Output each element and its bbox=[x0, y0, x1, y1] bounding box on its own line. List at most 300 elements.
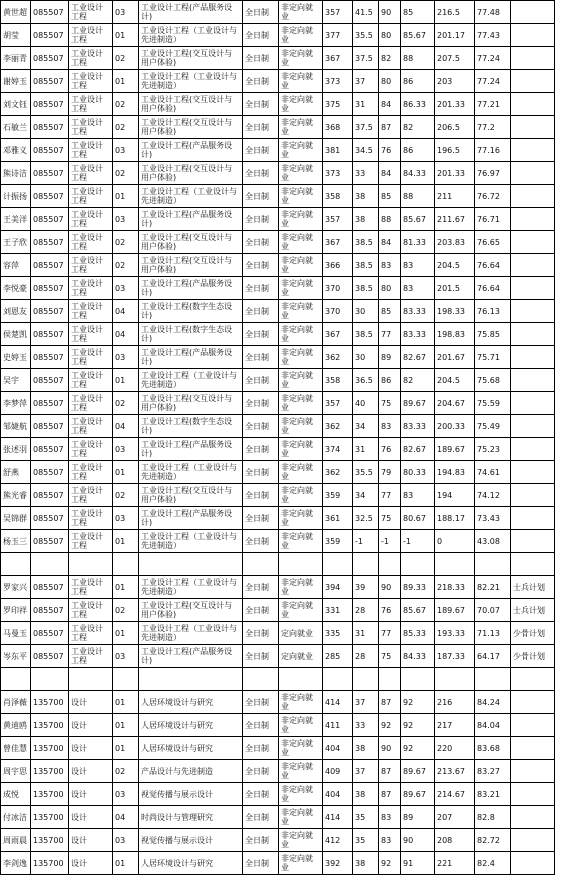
research-direction-cell: 工业设计工程(数字生态设计) bbox=[139, 323, 243, 346]
retest-total-cell: 217 bbox=[435, 714, 475, 737]
special-plan-cell bbox=[511, 415, 555, 438]
interview-part-c-cell: 82 bbox=[401, 116, 435, 139]
student-name-cell: 石敏兰 bbox=[1, 116, 31, 139]
major-name-cell: 工业设计工程 bbox=[69, 530, 113, 553]
preliminary-score-cell: 357 bbox=[323, 1, 353, 24]
student-name-cell: 张述羽 bbox=[1, 438, 31, 461]
special-plan-cell bbox=[511, 438, 555, 461]
final-score-cell: 77.43 bbox=[475, 24, 511, 47]
student-name-cell: 岑东平 bbox=[1, 645, 31, 668]
direction-code-cell: 03 bbox=[113, 507, 139, 530]
student-name-cell: 李丽青 bbox=[1, 47, 31, 70]
major-name-cell: 工业设计工程 bbox=[69, 484, 113, 507]
major-code-cell: 085507 bbox=[31, 277, 69, 300]
interview-part-a-cell: 28 bbox=[353, 599, 379, 622]
student-name-cell: 计振扬 bbox=[1, 185, 31, 208]
retest-total-cell: 201.17 bbox=[435, 24, 475, 47]
direction-code-cell: 02 bbox=[113, 599, 139, 622]
employment-type-cell: 非定向就业 bbox=[279, 47, 323, 70]
interview-part-a-cell: 28 bbox=[353, 645, 379, 668]
final-score-cell: 76.97 bbox=[475, 162, 511, 185]
major-name-cell: 工业设计工程 bbox=[69, 576, 113, 599]
interview-part-a-cell: 38.5 bbox=[353, 231, 379, 254]
study-mode-cell: 全日制 bbox=[243, 484, 279, 507]
preliminary-score-cell: 362 bbox=[323, 461, 353, 484]
retest-total-cell: 216.5 bbox=[435, 1, 475, 24]
study-mode-cell: 全日制 bbox=[243, 369, 279, 392]
empty-cell bbox=[31, 553, 69, 576]
major-code-cell: 085507 bbox=[31, 599, 69, 622]
study-mode-cell: 全日制 bbox=[243, 622, 279, 645]
special-plan-cell bbox=[511, 760, 555, 783]
major-name-cell: 工业设计工程 bbox=[69, 24, 113, 47]
final-score-cell: 76.64 bbox=[475, 254, 511, 277]
direction-code-cell: 03 bbox=[113, 346, 139, 369]
preliminary-score-cell: 414 bbox=[323, 806, 353, 829]
preliminary-score-cell: 373 bbox=[323, 162, 353, 185]
research-direction-cell: 工业设计工程(交互设计与用户体验) bbox=[139, 93, 243, 116]
major-name-cell: 设计 bbox=[69, 829, 113, 852]
direction-code-cell: 02 bbox=[113, 254, 139, 277]
final-score-cell: 75.68 bbox=[475, 369, 511, 392]
research-direction-cell: 工业设计工程（工业设计与先进制造） bbox=[139, 70, 243, 93]
final-score-cell: 77.48 bbox=[475, 1, 511, 24]
table-body bbox=[1, 1, 555, 875]
research-direction-cell: 人居环境设计与研究 bbox=[139, 714, 243, 737]
table-row bbox=[1, 93, 555, 116]
interview-part-c-cell: 83.33 bbox=[401, 323, 435, 346]
interview-part-b-cell: 82 bbox=[379, 47, 401, 70]
employment-type-cell: 非定向就业 bbox=[279, 254, 323, 277]
empty-cell bbox=[511, 668, 555, 691]
employment-type-cell: 非定向就业 bbox=[279, 484, 323, 507]
table-row bbox=[1, 691, 555, 714]
interview-part-b-cell: 83 bbox=[379, 254, 401, 277]
research-direction-cell: 产品设计与先进制造 bbox=[139, 760, 243, 783]
empty-cell bbox=[139, 553, 243, 576]
student-name-cell: 邓雅义 bbox=[1, 139, 31, 162]
major-code-cell: 135700 bbox=[31, 714, 69, 737]
table-row bbox=[1, 208, 555, 231]
student-name-cell: 成悦 bbox=[1, 783, 31, 806]
major-name-cell: 工业设计工程 bbox=[69, 645, 113, 668]
preliminary-score-cell: 377 bbox=[323, 24, 353, 47]
table-row bbox=[1, 507, 555, 530]
interview-part-c-cell: 82.67 bbox=[401, 346, 435, 369]
student-name-cell: 王美洋 bbox=[1, 208, 31, 231]
interview-part-c-cell: 80.67 bbox=[401, 507, 435, 530]
interview-part-a-cell: 36.5 bbox=[353, 369, 379, 392]
interview-part-a-cell: 37.5 bbox=[353, 47, 379, 70]
major-code-cell: 085507 bbox=[31, 484, 69, 507]
interview-part-c-cell: 90 bbox=[401, 829, 435, 852]
research-direction-cell: 工业设计工程（工业设计与先进制造） bbox=[139, 622, 243, 645]
employment-type-cell: 非定向就业 bbox=[279, 369, 323, 392]
study-mode-cell: 全日制 bbox=[243, 530, 279, 553]
interview-part-b-cell: 88 bbox=[379, 208, 401, 231]
research-direction-cell: 时尚设计与管理研究 bbox=[139, 806, 243, 829]
retest-total-cell: 187.33 bbox=[435, 645, 475, 668]
final-score-cell: 43.08 bbox=[475, 530, 511, 553]
direction-code-cell: 02 bbox=[113, 162, 139, 185]
special-plan-cell bbox=[511, 139, 555, 162]
interview-part-b-cell: 75 bbox=[379, 507, 401, 530]
major-code-cell: 085507 bbox=[31, 438, 69, 461]
major-code-cell: 085507 bbox=[31, 507, 69, 530]
employment-type-cell: 非定向就业 bbox=[279, 438, 323, 461]
retest-total-cell: 189.67 bbox=[435, 599, 475, 622]
study-mode-cell: 全日制 bbox=[243, 691, 279, 714]
special-plan-cell bbox=[511, 484, 555, 507]
interview-part-a-cell: 37 bbox=[353, 760, 379, 783]
preliminary-score-cell: 331 bbox=[323, 599, 353, 622]
study-mode-cell: 全日制 bbox=[243, 208, 279, 231]
empty-cell bbox=[1, 553, 31, 576]
employment-type-cell: 非定向就业 bbox=[279, 162, 323, 185]
preliminary-score-cell: 414 bbox=[323, 691, 353, 714]
student-name-cell: 黄迪鸥 bbox=[1, 714, 31, 737]
interview-part-a-cell: 37 bbox=[353, 691, 379, 714]
major-name-cell: 工业设计工程 bbox=[69, 254, 113, 277]
empty-cell bbox=[435, 553, 475, 576]
major-name-cell: 工业设计工程 bbox=[69, 116, 113, 139]
study-mode-cell: 全日制 bbox=[243, 714, 279, 737]
special-plan-cell: 士兵计划 bbox=[511, 599, 555, 622]
table-row bbox=[1, 599, 555, 622]
preliminary-score-cell: 358 bbox=[323, 369, 353, 392]
student-name-cell: 周宇思 bbox=[1, 760, 31, 783]
employment-type-cell: 非定向就业 bbox=[279, 760, 323, 783]
table-row bbox=[1, 369, 555, 392]
direction-code-cell: 03 bbox=[113, 139, 139, 162]
major-code-cell: 135700 bbox=[31, 806, 69, 829]
interview-part-b-cell: 75 bbox=[379, 645, 401, 668]
empty-cell bbox=[435, 668, 475, 691]
interview-part-b-cell: 80 bbox=[379, 70, 401, 93]
table-row bbox=[1, 139, 555, 162]
interview-part-b-cell: 87 bbox=[379, 116, 401, 139]
special-plan-cell bbox=[511, 93, 555, 116]
empty-cell bbox=[353, 553, 379, 576]
direction-code-cell: 01 bbox=[113, 852, 139, 875]
major-name-cell: 工业设计工程 bbox=[69, 346, 113, 369]
interview-part-b-cell: 85 bbox=[379, 185, 401, 208]
table-row bbox=[1, 70, 555, 93]
major-name-cell: 工业设计工程 bbox=[69, 507, 113, 530]
major-code-cell: 085507 bbox=[31, 369, 69, 392]
study-mode-cell: 全日制 bbox=[243, 760, 279, 783]
final-score-cell: 64.17 bbox=[475, 645, 511, 668]
major-name-cell: 工业设计工程 bbox=[69, 1, 113, 24]
interview-part-a-cell: 31 bbox=[353, 438, 379, 461]
table-row bbox=[1, 1, 555, 24]
major-code-cell: 085507 bbox=[31, 323, 69, 346]
employment-type-cell: 非定向就业 bbox=[279, 714, 323, 737]
direction-code-cell: 03 bbox=[113, 829, 139, 852]
retest-total-cell: 193.33 bbox=[435, 622, 475, 645]
major-name-cell: 设计 bbox=[69, 760, 113, 783]
student-name-cell: 杨玉三 bbox=[1, 530, 31, 553]
study-mode-cell: 全日制 bbox=[243, 277, 279, 300]
major-code-cell: 085507 bbox=[31, 346, 69, 369]
interview-part-b-cell: 87 bbox=[379, 691, 401, 714]
special-plan-cell bbox=[511, 254, 555, 277]
interview-part-a-cell: 38.5 bbox=[353, 254, 379, 277]
interview-part-a-cell: 38 bbox=[353, 208, 379, 231]
empty-cell bbox=[69, 668, 113, 691]
interview-part-c-cell: 86 bbox=[401, 139, 435, 162]
table-row bbox=[1, 645, 555, 668]
direction-code-cell: 02 bbox=[113, 47, 139, 70]
preliminary-score-cell: 359 bbox=[323, 484, 353, 507]
major-name-cell: 设计 bbox=[69, 714, 113, 737]
major-name-cell: 工业设计工程 bbox=[69, 599, 113, 622]
interview-part-a-cell: 37.5 bbox=[353, 116, 379, 139]
special-plan-cell bbox=[511, 392, 555, 415]
study-mode-cell: 全日制 bbox=[243, 47, 279, 70]
research-direction-cell: 人居环境设计与研究 bbox=[139, 691, 243, 714]
research-direction-cell: 工业设计工程（工业设计与先进制造） bbox=[139, 576, 243, 599]
preliminary-score-cell: 285 bbox=[323, 645, 353, 668]
interview-part-b-cell: 83 bbox=[379, 829, 401, 852]
interview-part-b-cell: 87 bbox=[379, 760, 401, 783]
research-direction-cell: 工业设计工程（工业设计与先进制造） bbox=[139, 530, 243, 553]
interview-part-a-cell: 33 bbox=[353, 162, 379, 185]
direction-code-cell: 03 bbox=[113, 1, 139, 24]
interview-part-a-cell: 38.5 bbox=[353, 277, 379, 300]
interview-part-c-cell: 83.33 bbox=[401, 415, 435, 438]
final-score-cell: 77.24 bbox=[475, 70, 511, 93]
interview-part-b-cell: 85 bbox=[379, 300, 401, 323]
interview-part-c-cell: 83 bbox=[401, 484, 435, 507]
employment-type-cell: 定向就业 bbox=[279, 645, 323, 668]
employment-type-cell: 非定向就业 bbox=[279, 24, 323, 47]
retest-total-cell: 194 bbox=[435, 484, 475, 507]
table-row bbox=[1, 162, 555, 185]
interview-part-b-cell: 80 bbox=[379, 24, 401, 47]
study-mode-cell: 全日制 bbox=[243, 852, 279, 875]
major-code-cell: 085507 bbox=[31, 139, 69, 162]
interview-part-b-cell: 79 bbox=[379, 461, 401, 484]
major-name-cell: 工业设计工程 bbox=[69, 185, 113, 208]
research-direction-cell: 工业设计工程（工业设计与先进制造） bbox=[139, 24, 243, 47]
special-plan-cell bbox=[511, 829, 555, 852]
study-mode-cell: 全日制 bbox=[243, 438, 279, 461]
direction-code-cell: 02 bbox=[113, 392, 139, 415]
research-direction-cell: 工业设计工程(交互设计与用户体验) bbox=[139, 231, 243, 254]
research-direction-cell: 工业设计工程（工业设计与先进制造） bbox=[139, 185, 243, 208]
student-name-cell: 罗印祥 bbox=[1, 599, 31, 622]
retest-total-cell: 200.33 bbox=[435, 415, 475, 438]
preliminary-score-cell: 361 bbox=[323, 507, 353, 530]
employment-type-cell: 非定向就业 bbox=[279, 1, 323, 24]
interview-part-b-cell: 92 bbox=[379, 714, 401, 737]
table-row bbox=[1, 392, 555, 415]
separator-row bbox=[1, 553, 555, 576]
employment-type-cell: 非定向就业 bbox=[279, 507, 323, 530]
preliminary-score-cell: 411 bbox=[323, 714, 353, 737]
employment-type-cell: 非定向就业 bbox=[279, 139, 323, 162]
study-mode-cell: 全日制 bbox=[243, 70, 279, 93]
major-name-cell: 工业设计工程 bbox=[69, 369, 113, 392]
major-code-cell: 085507 bbox=[31, 231, 69, 254]
final-score-cell: 76.72 bbox=[475, 185, 511, 208]
interview-part-b-cell: 84 bbox=[379, 231, 401, 254]
retest-total-cell: 201.33 bbox=[435, 93, 475, 116]
study-mode-cell: 全日制 bbox=[243, 461, 279, 484]
retest-total-cell: 206.5 bbox=[435, 116, 475, 139]
table-row bbox=[1, 438, 555, 461]
major-code-cell: 085507 bbox=[31, 530, 69, 553]
interview-part-b-cell: 80 bbox=[379, 277, 401, 300]
special-plan-cell bbox=[511, 277, 555, 300]
student-name-cell: 李梦萍 bbox=[1, 392, 31, 415]
interview-part-c-cell: 82.67 bbox=[401, 438, 435, 461]
preliminary-score-cell: 362 bbox=[323, 346, 353, 369]
research-direction-cell: 工业设计工程(产品服务设计) bbox=[139, 208, 243, 231]
table-row bbox=[1, 24, 555, 47]
major-name-cell: 工业设计工程 bbox=[69, 93, 113, 116]
final-score-cell: 74.12 bbox=[475, 484, 511, 507]
special-plan-cell bbox=[511, 369, 555, 392]
study-mode-cell: 全日制 bbox=[243, 1, 279, 24]
student-name-cell: 周雨晨 bbox=[1, 829, 31, 852]
research-direction-cell: 工业设计工程(数字生态设计) bbox=[139, 415, 243, 438]
direction-code-cell: 01 bbox=[113, 185, 139, 208]
interview-part-b-cell: 86 bbox=[379, 369, 401, 392]
table-row bbox=[1, 231, 555, 254]
empty-cell bbox=[243, 553, 279, 576]
research-direction-cell: 工业设计工程(数字生态设计) bbox=[139, 300, 243, 323]
direction-code-cell: 02 bbox=[113, 484, 139, 507]
interview-part-c-cell: 86.33 bbox=[401, 93, 435, 116]
preliminary-score-cell: 367 bbox=[323, 323, 353, 346]
table-row bbox=[1, 277, 555, 300]
direction-code-cell: 01 bbox=[113, 70, 139, 93]
research-direction-cell: 工业设计工程(交互设计与用户体验) bbox=[139, 116, 243, 139]
direction-code-cell: 03 bbox=[113, 783, 139, 806]
retest-total-cell: 201.5 bbox=[435, 277, 475, 300]
empty-cell bbox=[323, 553, 353, 576]
final-score-cell: 84.24 bbox=[475, 691, 511, 714]
final-score-cell: 70.07 bbox=[475, 599, 511, 622]
preliminary-score-cell: 358 bbox=[323, 185, 353, 208]
major-code-cell: 135700 bbox=[31, 691, 69, 714]
special-plan-cell: 士兵计划 bbox=[511, 576, 555, 599]
research-direction-cell: 人居环境设计与研究 bbox=[139, 737, 243, 760]
student-name-cell: 舒燕 bbox=[1, 461, 31, 484]
preliminary-score-cell: 374 bbox=[323, 438, 353, 461]
table-row bbox=[1, 116, 555, 139]
direction-code-cell: 02 bbox=[113, 231, 139, 254]
interview-part-c-cell: 88 bbox=[401, 47, 435, 70]
employment-type-cell: 非定向就业 bbox=[279, 300, 323, 323]
research-direction-cell: 工业设计工程(产品服务设计) bbox=[139, 507, 243, 530]
major-name-cell: 工业设计工程 bbox=[69, 70, 113, 93]
direction-code-cell: 01 bbox=[113, 576, 139, 599]
direction-code-cell: 01 bbox=[113, 461, 139, 484]
interview-part-c-cell: 89.67 bbox=[401, 760, 435, 783]
study-mode-cell: 全日制 bbox=[243, 645, 279, 668]
major-name-cell: 工业设计工程 bbox=[69, 162, 113, 185]
direction-code-cell: 04 bbox=[113, 300, 139, 323]
major-name-cell: 设计 bbox=[69, 852, 113, 875]
special-plan-cell bbox=[511, 162, 555, 185]
interview-part-b-cell: -1 bbox=[379, 530, 401, 553]
preliminary-score-cell: 392 bbox=[323, 852, 353, 875]
research-direction-cell: 工业设计工程(交互设计与用户体验) bbox=[139, 47, 243, 70]
retest-total-cell: 198.33 bbox=[435, 300, 475, 323]
special-plan-cell bbox=[511, 116, 555, 139]
major-code-cell: 085507 bbox=[31, 254, 69, 277]
retest-total-cell: 203 bbox=[435, 70, 475, 93]
final-score-cell: 77.24 bbox=[475, 47, 511, 70]
student-name-cell: 付冰洁 bbox=[1, 806, 31, 829]
major-code-cell: 135700 bbox=[31, 737, 69, 760]
major-name-cell: 工业设计工程 bbox=[69, 277, 113, 300]
final-score-cell: 82.72 bbox=[475, 829, 511, 852]
major-code-cell: 085507 bbox=[31, 116, 69, 139]
final-score-cell: 74.61 bbox=[475, 461, 511, 484]
major-code-cell: 135700 bbox=[31, 760, 69, 783]
interview-part-c-cell: 89.33 bbox=[401, 576, 435, 599]
interview-part-b-cell: 83 bbox=[379, 806, 401, 829]
interview-part-c-cell: 89.67 bbox=[401, 783, 435, 806]
interview-part-a-cell: 41.5 bbox=[353, 1, 379, 24]
major-name-cell: 工业设计工程 bbox=[69, 300, 113, 323]
research-direction-cell: 工业设计工程(产品服务设计) bbox=[139, 438, 243, 461]
research-direction-cell: 工业设计工程(交互设计与用户体验) bbox=[139, 484, 243, 507]
special-plan-cell bbox=[511, 806, 555, 829]
retest-total-cell: 196.5 bbox=[435, 139, 475, 162]
interview-part-a-cell: 34 bbox=[353, 415, 379, 438]
employment-type-cell: 非定向就业 bbox=[279, 208, 323, 231]
special-plan-cell bbox=[511, 530, 555, 553]
interview-part-c-cell: 92 bbox=[401, 737, 435, 760]
empty-cell bbox=[279, 553, 323, 576]
major-code-cell: 085507 bbox=[31, 300, 69, 323]
student-name-cell: 刘恩友 bbox=[1, 300, 31, 323]
final-score-cell: 84.04 bbox=[475, 714, 511, 737]
final-score-cell: 75.49 bbox=[475, 415, 511, 438]
direction-code-cell: 01 bbox=[113, 530, 139, 553]
employment-type-cell: 非定向就业 bbox=[279, 323, 323, 346]
interview-part-c-cell: 88 bbox=[401, 185, 435, 208]
major-code-cell: 085507 bbox=[31, 185, 69, 208]
major-code-cell: 085507 bbox=[31, 392, 69, 415]
major-code-cell: 085507 bbox=[31, 645, 69, 668]
direction-code-cell: 02 bbox=[113, 93, 139, 116]
interview-part-a-cell: 38.5 bbox=[353, 323, 379, 346]
final-score-cell: 76.65 bbox=[475, 231, 511, 254]
major-name-cell: 工业设计工程 bbox=[69, 323, 113, 346]
interview-part-b-cell: 76 bbox=[379, 139, 401, 162]
table-row bbox=[1, 530, 555, 553]
final-score-cell: 73.43 bbox=[475, 507, 511, 530]
major-code-cell: 085507 bbox=[31, 1, 69, 24]
major-name-cell: 工业设计工程 bbox=[69, 438, 113, 461]
interview-part-a-cell: 32.5 bbox=[353, 507, 379, 530]
preliminary-score-cell: 357 bbox=[323, 208, 353, 231]
interview-part-c-cell: 83 bbox=[401, 254, 435, 277]
direction-code-cell: 01 bbox=[113, 737, 139, 760]
retest-total-cell: 203.83 bbox=[435, 231, 475, 254]
employment-type-cell: 非定向就业 bbox=[279, 576, 323, 599]
interview-part-c-cell: 91 bbox=[401, 852, 435, 875]
final-score-cell: 75.85 bbox=[475, 323, 511, 346]
preliminary-score-cell: 370 bbox=[323, 277, 353, 300]
preliminary-score-cell: 359 bbox=[323, 530, 353, 553]
